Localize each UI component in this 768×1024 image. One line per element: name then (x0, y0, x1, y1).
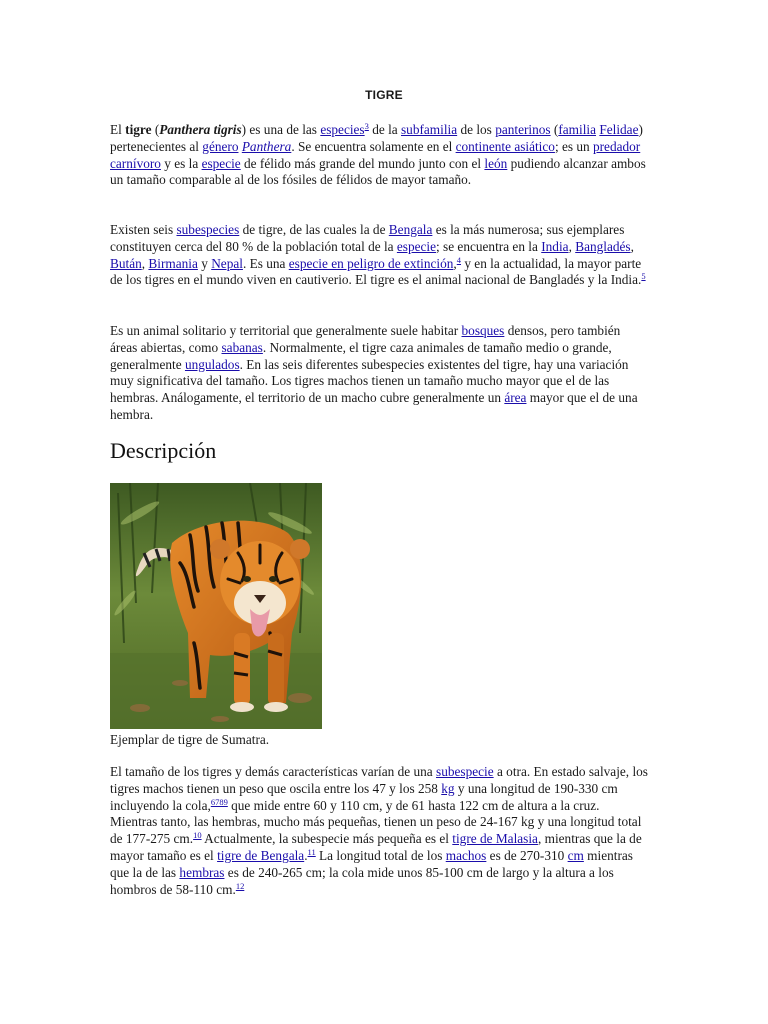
link-butan[interactable]: Bután (110, 255, 142, 271)
text: . En las seis diferentes subespecies existentes del tigre, hay una variación muy significativa del tamaño. Los tigres machos tienen un tamaño mucho mayor que el de las hembras. Análogamente, el territorio de un macho cubre generalmente un (110, 356, 629, 406)
scientific-name: Panthera tigris (159, 122, 242, 137)
link-area[interactable]: área (504, 390, 527, 406)
link-carnivoro[interactable]: carnívoro (110, 155, 161, 171)
ref-link[interactable]: 11 (307, 846, 316, 857)
text: , mientras que la de mayor tamaño es el (110, 831, 642, 863)
text: de tigre, de las cuales la de (239, 222, 389, 237)
text: pudiendo alcanzar ambos un tamaño comparable al de los fósiles de félidos de mayor tamaño. (110, 155, 646, 188)
link-subfamilia[interactable]: subfamilia (401, 122, 458, 137)
text: ; es un (554, 138, 593, 154)
ref-link[interactable]: 10 (193, 830, 202, 841)
link-familia[interactable]: familia (558, 122, 597, 137)
document-title: TIGRE (365, 88, 403, 102)
text: El tamaño de los tigres y demás características varían de una (110, 764, 437, 779)
paragraph-size (110, 764, 650, 898)
text: a otra. En estado salvaje, los tigres machos tienen un peso que oscila entre los 47 y los 258 (110, 764, 648, 796)
section-heading: Descripción (110, 438, 217, 463)
text: Existen seis (110, 222, 177, 237)
text: ) pertenecientes al (110, 122, 643, 154)
text: ( (550, 122, 559, 137)
link-panthera[interactable]: Panthera (241, 138, 292, 154)
link-subespecie[interactable]: subespecie (436, 764, 494, 779)
link-especie[interactable]: especie (201, 155, 241, 171)
paragraph-subspecies (110, 222, 650, 289)
ref-link[interactable]: 3 (364, 121, 369, 131)
link-birmania[interactable]: Birmania (148, 255, 198, 271)
link-leon[interactable]: león (484, 155, 508, 171)
text: y (197, 255, 212, 271)
ref-link[interactable]: 4 (456, 254, 461, 265)
text: ; se encuentra en la (436, 238, 542, 254)
ref-link[interactable]: 12 (235, 880, 245, 891)
link-kg[interactable]: kg (441, 780, 455, 796)
text: ( (151, 122, 160, 137)
link-continente-asiatico[interactable]: continente asiático (455, 138, 555, 154)
text: mientras que la de las (110, 847, 633, 880)
text: . (304, 847, 308, 863)
link-especies[interactable]: especies (320, 122, 365, 137)
text: , (141, 255, 149, 271)
text: Actualmente, la subespecie más pequeña es el (201, 831, 453, 847)
link-tigre-de-malasia[interactable]: tigre de Malasia (452, 831, 538, 847)
paragraph-behaviour (110, 323, 650, 424)
link-predador[interactable]: predador (592, 138, 641, 154)
link-nepal[interactable]: Nepal (211, 255, 243, 271)
text: El (110, 122, 126, 137)
link-sabanas[interactable]: sabanas (221, 339, 263, 355)
tiger-photo (110, 483, 322, 729)
link-banglades[interactable]: Bangladés (575, 238, 631, 254)
text: La longitud total de los (315, 847, 446, 863)
text: densos, pero también áreas abiertas, como (110, 323, 621, 355)
text: , (630, 238, 634, 254)
link-bosques[interactable]: bosques (461, 323, 505, 338)
text: mayor que el de una hembra. (110, 390, 638, 422)
text: y una longitud de 190-330 cm incluyendo la cola, (110, 780, 618, 813)
text: y es la (160, 155, 202, 171)
link-cm[interactable]: cm (567, 847, 584, 863)
link-especie-en-peligro[interactable]: especie en peligro de extinción (288, 255, 454, 271)
link-panterinos[interactable]: panterinos (495, 122, 551, 137)
text: y en la actualidad, la mayor parte de los tigres en el mundo viven en cautiverio. El tigre es el animal nacional de Bangladés y la India. (110, 255, 642, 288)
figure-caption: Ejemplar de tigre de Sumatra. (110, 732, 270, 747)
text: es la más numerosa; sus ejemplares constituyen cerca del 80 % de la población total de la (110, 222, 625, 254)
paragraph-intro (110, 122, 650, 189)
text: de los (457, 122, 496, 137)
text: es de 270-310 (486, 847, 568, 863)
text: Es un animal solitario y territorial que generalmente suele habitar (110, 323, 462, 338)
link-felidae[interactable]: Felidae (599, 122, 639, 137)
link-machos[interactable]: machos (445, 847, 487, 863)
bold-term: tigre (125, 122, 152, 137)
text: de la (368, 122, 401, 137)
link-ungulados[interactable]: ungulados (184, 356, 240, 372)
text: que mide entre 60 y 110 cm, y de 61 hasta 122 cm de altura a la cruz. Mientras tanto, las hembras, mucho más pequeñas, tienen un peso de 24-167 kg y una longitud total de 177-275 cm. (110, 797, 642, 847)
text: , (453, 255, 457, 271)
link-subespecies[interactable]: subespecies (176, 222, 240, 237)
text: de félido más grande del mundo junto con el (240, 155, 485, 171)
ref-link[interactable]: 6789 (210, 796, 228, 807)
text: . Se encuentra solamente en el (291, 138, 456, 154)
text: ) es una de las (241, 122, 321, 137)
text: es de 240-265 cm; la cola mide unos 85-100 cm de largo y la altura a los hombros de 58-110 cm. (110, 864, 614, 897)
link-bengala[interactable]: Bengala (388, 222, 433, 237)
text: . Normalmente, el tigre caza animales de tamaño medio o grande, generalmente (110, 339, 612, 372)
text: . Es una (242, 255, 289, 271)
link-genero[interactable]: género (202, 138, 239, 154)
text: , (568, 238, 576, 254)
ref-link[interactable]: 5 (641, 271, 646, 282)
link-especie[interactable]: especie (396, 238, 437, 254)
link-india[interactable]: India (541, 238, 569, 254)
link-hembras[interactable]: hembras (179, 864, 225, 880)
link-tigre-de-bengala[interactable]: tigre de Bengala (217, 847, 305, 863)
